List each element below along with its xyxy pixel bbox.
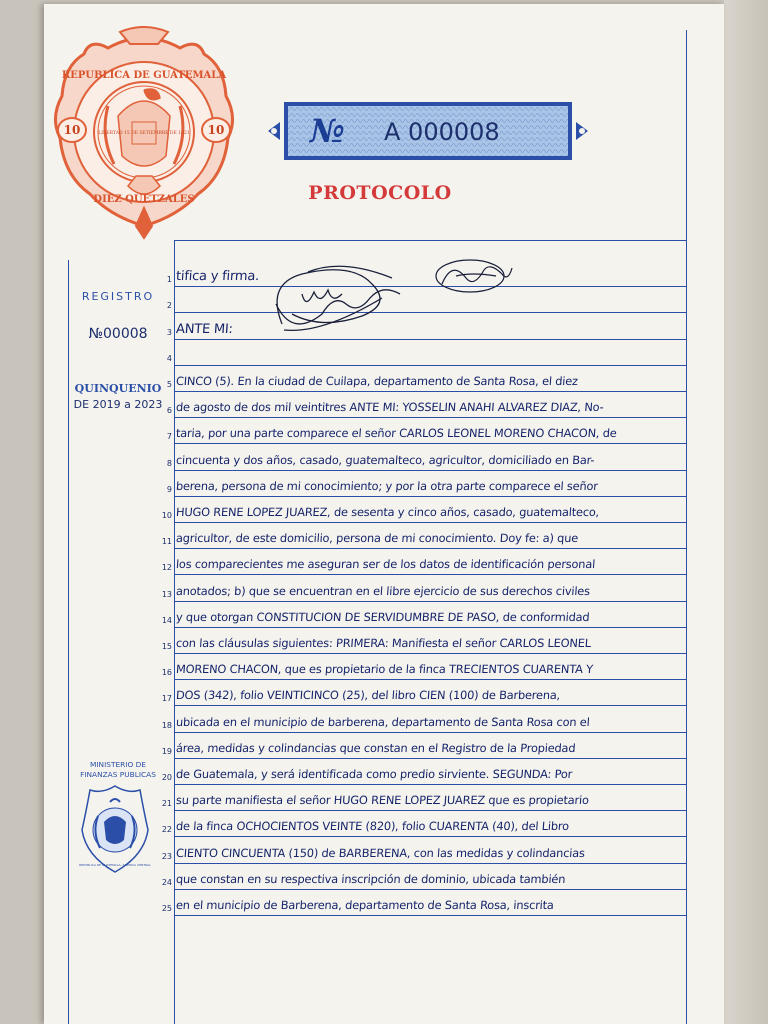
line-number: 12 — [161, 563, 172, 572]
handwritten-line: que constan en su respectiva inscripción de dominio, ubicada también — [175, 872, 566, 886]
line-number: 2 — [166, 301, 172, 310]
compareciente-signature — [432, 254, 516, 298]
ruled-line — [174, 496, 686, 497]
handwritten-line: ubicada en el municipio de barberena, departamento de Santa Rosa con el — [175, 715, 591, 729]
ruled-line — [174, 286, 686, 287]
handwritten-line: de Guatemala, y será identificada como predio sirviente. SEGUNDA: Por — [175, 767, 573, 781]
ruled-line — [174, 705, 686, 706]
ruled-line — [174, 522, 686, 523]
ruled-line — [174, 836, 686, 837]
ruled-line — [174, 443, 686, 444]
handwritten-line: anotados; b) que se encuentran en el libre ejercicio de sus derechos civiles — [175, 584, 591, 598]
line-number: 24 — [161, 878, 172, 887]
line-number: 14 — [161, 616, 172, 625]
page-title: PROTOCOLO — [308, 182, 452, 204]
registro-number: №00008 — [88, 326, 148, 342]
handwritten-line: y que otorgan CONSTITUCION DE SERVIDUMBRE DE PASO, de conformidad — [175, 610, 590, 624]
handwritten-line: de la finca OCHOCIENTOS VEINTE (820), folio CUARENTA (40), del Libro — [175, 819, 570, 833]
left-margin-rule — [68, 260, 69, 1024]
handwritten-line: taria, por una parte comparece el señor CARLOS LEONEL MORENO CHACON, de — [175, 426, 618, 440]
handwritten-line: los comparecientes me aseguran ser de los datos de identificación personal — [175, 557, 596, 571]
line-number: 17 — [161, 694, 172, 703]
ministerio-line2: FINANZAS PUBLICAS — [80, 770, 156, 779]
handwritten-line: de agosto de dos mil veintitres ANTE MI: YOSSELIN ANAHI ALVAREZ DIAZ, No- — [175, 400, 605, 414]
ruled-line — [174, 365, 686, 366]
handwritten-line: ANTE MI: — [175, 322, 234, 337]
ruled-line — [174, 915, 686, 916]
seal-value-right: 10 — [207, 123, 225, 137]
line-number: 6 — [166, 406, 172, 415]
handwritten-line: MORENO CHACON, que es propietario de la finca TRECIENTOS CUARENTA Y — [175, 662, 594, 676]
ruled-line — [174, 417, 686, 418]
line-number: 20 — [161, 773, 172, 782]
serial-number: A 000008 — [384, 118, 500, 146]
line-number: 10 — [161, 511, 172, 520]
line-number: 13 — [161, 590, 172, 599]
ruled-line-top — [174, 240, 686, 241]
number-prefix: № — [310, 112, 345, 150]
handwritten-line: berena, persona de mi conocimiento; y por la otra parte comparece el señor — [175, 479, 599, 493]
handwritten-line: CIENTO CINCUENTA (150) de BARBERENA, con las medidas y colindancias — [175, 846, 586, 860]
line-number: 18 — [161, 721, 172, 730]
line-number: 15 — [161, 642, 172, 651]
line-number: 9 — [166, 485, 172, 494]
ruled-line — [174, 889, 686, 890]
handwritten-line: cincuenta y dos años, casado, guatemalteco, agricultor, domiciliado en Bar- — [175, 453, 595, 467]
line-number: 11 — [161, 537, 172, 546]
handwritten-line: HUGO RENE LOPEZ JUAREZ, de sesenta y cinco años, casado, guatemalteco, — [175, 505, 600, 519]
handwritten-line: DOS (342), folio VEINTICINCO (25), del libro CIEN (100) de Barberena, — [175, 688, 561, 702]
line-number: 4 — [166, 354, 172, 363]
handwritten-line: CINCO (5). En la ciudad de Cuilapa, departamento de Santa Rosa, el diez — [175, 374, 579, 388]
coat-of-arms-emblem — [78, 782, 152, 876]
line-number: 1 — [166, 275, 172, 284]
quinquenio-years: DE 2019 a 2023 — [73, 398, 163, 411]
page-edge-background — [724, 0, 768, 1024]
seal-value-left: 10 — [63, 123, 81, 137]
ruled-line — [174, 601, 686, 602]
line-number: 21 — [161, 799, 172, 808]
line-number: 8 — [166, 459, 172, 468]
ruled-line — [174, 653, 686, 654]
handwritten-line: tifica y firma. — [175, 269, 260, 284]
ruled-line — [174, 784, 686, 785]
seal-inner-text: LIBERTAD 15 DE SETIEMBRE DE 1821 — [98, 131, 190, 136]
notary-signature — [262, 254, 412, 340]
ruled-line — [174, 548, 686, 549]
ruled-line — [174, 627, 686, 628]
line-number: 23 — [161, 852, 172, 861]
line-number: 7 — [166, 432, 172, 441]
emblem-text: REPUBLICA DE GUATEMALA, AMERICA CENTRAL — [79, 863, 151, 867]
registro-label: REGISTRO — [81, 290, 155, 303]
handwritten-line: su parte manifiesta el señor HUGO RENE LOPEZ JUAREZ que es propietario — [175, 793, 590, 807]
ruled-line — [174, 863, 686, 864]
tax-stamp-seal — [48, 26, 240, 242]
ruled-line — [174, 312, 686, 313]
handwritten-line: con las cláusulas siguientes: PRIMERA: Manifiesta el señor CARLOS LEONEL — [175, 636, 592, 650]
ruled-line — [174, 391, 686, 392]
ruled-line — [174, 732, 686, 733]
ministerio-line1: MINISTERIO DE — [90, 760, 146, 769]
ruled-line — [174, 758, 686, 759]
quinquenio-label: QUINQUENIO — [74, 382, 162, 395]
ruled-line — [174, 810, 686, 811]
ministerio-label — [68, 760, 168, 780]
line-number: 3 — [166, 328, 172, 337]
line-number: 25 — [161, 904, 172, 913]
handwritten-line: agricultor, de este domicilio, persona de mi conocimiento. Doy fe: a) que — [175, 531, 579, 545]
line-number: 19 — [161, 747, 172, 756]
serial-number-box — [266, 100, 590, 162]
seal-denomination: DIEZ QUETZALES — [93, 194, 195, 205]
line-number: 5 — [166, 380, 172, 389]
line-number: 16 — [161, 668, 172, 677]
ruled-line — [174, 574, 686, 575]
right-margin-rule — [686, 30, 687, 1024]
handwritten-line: área, medidas y colindancias que constan en el Registro de la Propiedad — [175, 741, 576, 755]
ruled-line — [174, 339, 686, 340]
seal-country-text: REPUBLICA DE GUATEMALA — [61, 70, 227, 81]
ruled-line — [174, 470, 686, 471]
ruled-line — [174, 679, 686, 680]
line-number: 22 — [161, 825, 172, 834]
handwritten-line: en el municipio de Barberena, departamento de Santa Rosa, inscrita — [175, 898, 555, 912]
